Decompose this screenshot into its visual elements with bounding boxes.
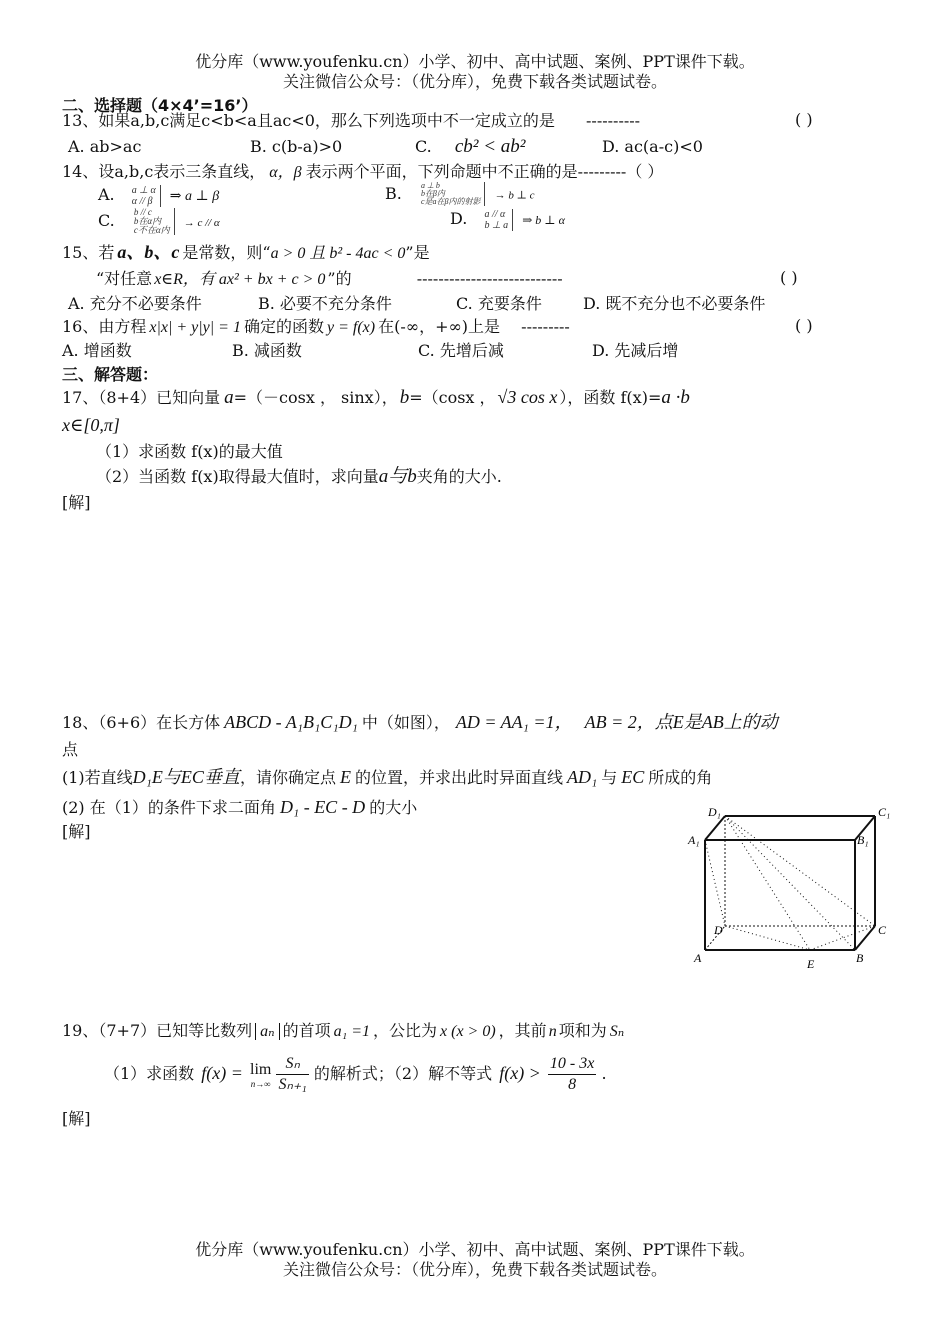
q15-answer-bracket: ( ) — [780, 268, 798, 287]
label-e: E — [807, 957, 815, 971]
question-18-stem: 18、（6+6）在长方体 ABCD - A₁B₁C₁D₁ 中（如图）， AD = AA₁ =1， AB = 2，点E是AB上的动 — [62, 712, 778, 732]
line-a1d — [705, 840, 725, 926]
line-d1c — [725, 816, 875, 926]
q18-part-1: (1)若直线D₁E与EC垂直，请你确定点 E 的位置，并求出此时异面直线 AD₁ 与 EC 所成的角 — [62, 767, 713, 787]
label-d: D — [714, 923, 723, 937]
line-d1e — [725, 816, 810, 950]
label-d1: D₁ — [708, 805, 721, 819]
q17-domain: x∈[0,π] — [62, 415, 120, 435]
q18-part-2: (2) 在（1）的条件下求二面角 D₁ - EC - D 的大小 — [62, 797, 418, 817]
q13-option-a: A. ab>ac — [68, 137, 142, 156]
footer-line-2: 关注微信公众号：（优分库），免费下载各类试题试卷。 — [282, 1260, 667, 1279]
question-14-stem: 14、设a,b,c表示三条直线， α，β 表示两个平面，下列命题中不正确的是---------（ ） — [62, 162, 664, 181]
q15-option-b: B. 必要不充分条件 — [258, 294, 392, 313]
q18-solution-label: [解] — [62, 822, 91, 841]
label-b: B — [856, 951, 864, 965]
question-15-line-2: “对任意 x∈R，有 ax² + bx + c > 0 ”的 --------------------------- — [96, 269, 563, 288]
header-line-2: 关注微信公众号：（优分库），免费下载各类试题试卷。 — [282, 72, 667, 91]
q13-text: 13、如果a,b,c满足c<b<a且ac<0，那么下列选项中不一定成立的是 — [62, 111, 555, 130]
q14-option-c: C. b // c b在α内 c不在α内 → c // α — [98, 207, 220, 235]
q13-option-d: D. ac(a-c)<0 — [602, 137, 703, 156]
q17-solution-label: [解] — [62, 493, 91, 512]
label-c1: C₁ — [878, 805, 891, 819]
q17-part-1: （1）求函数 f(x)的最大值 — [96, 442, 283, 461]
q15-option-a: A. 充分不必要条件 — [68, 294, 202, 313]
q16-answer-bracket: ( ) — [795, 316, 813, 335]
question-16-stem: 16、由方程 x|x| + y|y| = 1 确定的函数 y = f(x) 在(-∞，+∞)上是 --------- — [62, 317, 570, 336]
q15-option-c: C. 充要条件 — [456, 294, 542, 313]
q13-option-c: C. cb² < ab² — [415, 136, 526, 157]
question-19-stem: 19、（7+7）已知等比数列 aₙ 的首项 a₁ =1 ，公比为 x (x > 0) ，其前 n 项和为 Sₙ — [62, 1021, 625, 1040]
label-b1: B₁ — [857, 833, 869, 847]
q16-option-a: A. 增函数 — [62, 341, 132, 360]
label-a1: A₁ — [688, 833, 700, 847]
q19-parts: （1）求函数 f(x) = lim n→∞ $\frac{\text{Sₙ}}{\text{Sₙ₊₁}}$ 的解析式；（2）解不等式 f(x) > $\frac{10 - 3x}{8}$ . — [104, 1055, 607, 1093]
limit-expression: lim n→∞ — [250, 1060, 272, 1089]
section-title-choice: 二、选择题（4×4’=16’） — [62, 96, 258, 115]
q13-dashes: ---------- — [586, 111, 641, 130]
q16-option-c: C. 先增后减 — [418, 341, 504, 360]
label-a: A — [694, 951, 702, 965]
q15-dashes: --------------------------- — [416, 269, 563, 288]
question-15-stem: 15、若 a、b、c 是常数，则“a > 0 且 b² - 4ac < 0”是 — [62, 242, 430, 262]
footer-line-1: 优分库（www.youfenku.cn）小学、初中、高中试题、案例、PPT课件下载。 — [195, 1240, 755, 1259]
section-title-solutions: 三、解答题： — [62, 365, 159, 384]
q19-solution-label: [解] — [62, 1109, 91, 1128]
q14-option-d: D. a // α b ⊥ a ⇒ b ⊥ α — [450, 208, 565, 231]
sn-ratio-fraction: $\frac{\text{Sₙ}}{\text{Sₙ₊₁}}$ — [278, 1055, 307, 1093]
q18-stem-continued: 点 — [62, 740, 79, 759]
header-line-1: 优分库（www.youfenku.cn）小学、初中、高中试题、案例、PPT课件下载。 — [195, 52, 755, 71]
q13-answer-bracket: ( ) — [795, 110, 813, 129]
q14-option-a: A. a ⊥ α α // β ⇒ a ⊥ β — [98, 184, 220, 207]
q13-option-b: B. c(b-a)>0 — [250, 137, 343, 156]
edge-a1d1 — [705, 816, 725, 840]
line-d1b — [725, 816, 855, 950]
q16-dashes: --------- — [521, 317, 570, 336]
cuboid-figure — [680, 800, 900, 980]
question-13-stem — [62, 110, 640, 132]
line-de — [725, 926, 810, 950]
q16-option-b: B. 减函数 — [232, 341, 302, 360]
label-c: C — [878, 923, 887, 937]
question-17-stem: 17、（8+4）已知向量 a=（－cosx ， sinx）， b=（cosx ， √3 cos x ），函数 f(x)=a ·b — [62, 387, 690, 408]
q16-option-d: D. 先减后增 — [592, 341, 679, 360]
q14-option-b: B. a ⊥ b b在β内 c是a在β内的射影 → b ⊥ c — [385, 181, 535, 206]
q17-part-2: （2）当函数 f(x)取得最大值时，求向量a与b夹角的大小. — [96, 466, 502, 487]
inequality-fraction: $\frac{10 - 3x}{8}$ — [549, 1055, 595, 1093]
edge-bc — [855, 926, 875, 950]
q13-option-c-math: cb² < ab² — [454, 136, 526, 157]
q15-option-d: D. 既不充分也不必要条件 — [583, 294, 766, 313]
